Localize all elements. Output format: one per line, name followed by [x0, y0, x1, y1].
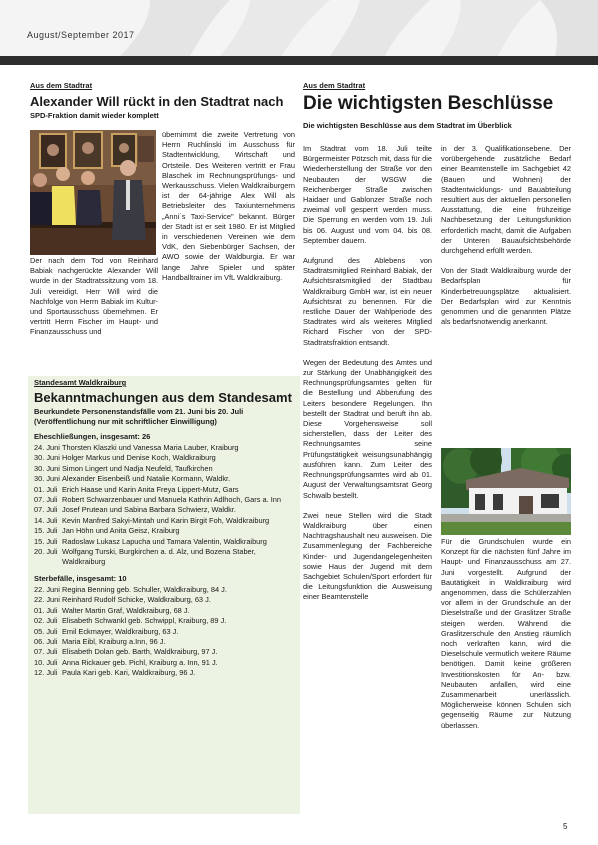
entry-text: Alexander Eisenbeiß und Natalie Kormann, Waldkr.: [62, 474, 231, 484]
right-article-col-b2: [441, 537, 571, 731]
list-item: [34, 547, 296, 568]
right-article-col-b: [441, 144, 571, 327]
entry-date: 22. Juni: [34, 584, 60, 594]
right-paragraph-1: Im Stadtrat vom 18. Juli teilte Bürgermeister Pötzsch mit, dass für die Wiederherstellung der Straße vor den Neubauten der WSGW die Reichenberger Straße zwischen Haidaer und Gablonzer Straße noch zweimal voll gesperrt werden muss. Die Sperrung en werden vom 19. Juli bis 06. August und vom 04. bis 08. September dauern.: [303, 144, 432, 245]
entry-text: Maria Eibl, Kraiburg a.Inn, 96 J.: [62, 636, 166, 646]
list-item: [34, 453, 296, 463]
entry-date: 07. Juli: [34, 495, 58, 505]
banner-decoration: [0, 0, 598, 56]
list-item: [34, 464, 296, 474]
list-item: [34, 443, 296, 453]
entry-date: 05. Juli: [34, 626, 58, 636]
entry-date: 14. Juli: [34, 515, 58, 525]
list-item: [34, 637, 296, 647]
left-paragraph-a: Der nach dem Tod von Reinhard Babiak nachgerückte Alexander Will wurde in der Stadtratssitzung vom 18. Juli vereidigt. Herr Will wird die Nachfolge von Herrn Babiak im Kultur- und Sportausschuss übernehmen. Er vertritt Herrn Fischer im Haupt- und Finanzausschuss und: [30, 256, 158, 337]
list-item: [34, 474, 296, 484]
list-item: [34, 505, 296, 515]
entry-text: Emil Eckmayer, Waldkraiburg, 63 J.: [62, 626, 179, 636]
council-oath-photo: [30, 130, 156, 255]
list-item: [34, 485, 296, 495]
entry-date: 20. Juli: [34, 547, 58, 557]
entry-date: 30. Juni: [34, 463, 60, 473]
list-item: [34, 495, 296, 505]
entry-date: 30. Juni: [34, 474, 60, 484]
entry-text: Jan Höhn und Anita Geisz, Kraiburg: [62, 526, 180, 536]
right-paragraph-6: Von der Stadt Waldkraiburg wurde der Bedarfsplan für Kinderbetreuungsplätze aktualisiert. Der Bedarfsplan wird zur Kenntnis genommen und die genannten Plätze als bedarfsnotwendig anerkannt.: [441, 266, 571, 327]
standesamt-subtitle: Beurkundete Personenstandsfälle vom 21. Juni bis 20. Juli (Veröffentlichung nur mit schriftlicher Einwilligung): [34, 407, 244, 426]
right-title: Die wichtigsten Beschlüsse: [303, 93, 554, 114]
entry-text: Wolfgang Turski, Burgkirchen a. d. Alz, und Bozena Staber, Waldkraiburg: [62, 547, 256, 567]
standesamt-box: [28, 376, 300, 814]
left-subtitle: SPD-Fraktion damit wieder komplett: [30, 111, 159, 120]
entry-text: Regina Benning geb. Schuller, Waldkraiburg, 84 J.: [62, 584, 227, 594]
issue-date: August/September 2017: [27, 30, 135, 40]
entry-text: Elisabeth Dolan geb. Barth, Waldkraiburg, 97 J.: [62, 647, 218, 657]
entry-text: Paula Kari geb. Kari, Waldkraiburg, 96 J.: [62, 668, 196, 678]
list-item: [34, 668, 296, 678]
list-item: [34, 526, 296, 536]
list-item: [34, 627, 296, 637]
list-item: [34, 606, 296, 616]
entry-date: 02. Juli: [34, 616, 58, 626]
standesamt-kicker: Standesamt Waldkraiburg: [34, 378, 127, 387]
left-paragraph-b: übernimmt die zweite Vertretung von Herrn Ruchlinski im Ausschuss für Stadtentwicklung, Wirtschaft und Ortsteile. Des Weiteren vertritt er Frau Blaschek im Rechnungsprüfungs- und Werkausschuss. Vielen Waldkraiburgern ist der 64-jährige Alex Will als Betriebsleiter des Taxiunternehmens „Anni´s Taxi-Service" bekannt. Bürger der Stadt ist er seit 1980. Er ist Mitglied in verschiedenen Vereinen wie dem VdK, den Siebenbürger Sachsen, der AWO sowie der Waldburgia. Er war lange Jahre Spieler und später Handballtrainer im VfL Waldkraiburg.: [162, 130, 295, 282]
right-paragraph-5: in der 3. Qualifikationsebene. Der vorübergehende zusätzliche Bedarf einer Beamtenstelle im Sachgebiet 42 (Bauen und Wohnen) der Stadtentwicklungs- und Bauabteilung resultiert aus der aktuellen personellen Ausstattung, die eine frühzeitige Nachbesetzung der Leitungsfunktion erforderlich macht, damit die Aufgaben der Unteren Bauaufsichtsbehörde durchgehend erfüllt werden.: [441, 144, 571, 256]
header-banner: [0, 0, 598, 56]
list-item: [34, 595, 296, 605]
right-kicker: Aus dem Stadtrat: [303, 81, 366, 90]
entry-date: 01. Juli: [34, 605, 58, 615]
entry-date: 06. Juli: [34, 636, 58, 646]
entry-text: Reinhard Rudolf Schicke, Waldkraiburg, 63 J.: [62, 595, 211, 605]
entry-date: 01. Juli: [34, 484, 58, 494]
right-paragraph-3: Wegen der Bedeutung des Amtes und zur Stärkung der Unabhängigkeit des Rechnungsprüfungsamtes gelten für die Bestellung und Abberufung des Leiters besondere Regelungen. Ihn bestellt der Stadtrat und beruft ihn ab. Diese Vorgehensweise soll sicherstellen, dass der Leiter des Rechnungsamtes seine Prüfungstätigkeit weisungsunabhängig ausführen kann. Zum Leiter des Rechnungsprüfungsamtes wird ab 01. August der Verwaltungsamtsrat Georg Schwalb bestellt.: [303, 357, 432, 500]
standesamt-title: Bekanntmachungen aus dem Standesamt: [34, 390, 292, 405]
entry-date: 22. Juni: [34, 595, 60, 605]
entry-text: Radoslaw Lukasz Lapucha und Tamara Valentin, Waldkraiburg: [62, 536, 267, 546]
entry-text: Robert Schwarzenbauer und Manuela Kathrin Adlhoch, Gars a. Inn: [62, 495, 281, 505]
list-item: [34, 658, 296, 668]
list-item: [34, 616, 296, 626]
school-building-photo: [441, 448, 571, 535]
entry-text: Thorsten Klaszki und Vanessa Maria Lauber, Kraiburg: [62, 443, 239, 452]
left-article-header: [30, 81, 295, 121]
right-paragraph-7: Für die Grundschulen wurde ein Konzept für die nächsten fünf Jahre im Haupt- und Finanzausschuss am 27. Juni vorgestellt. Aufgrund der Bautätigkeit in Waldkraiburg wird angenommen, dass die Schülerzahlen vor allem in der Grundschule an der Dieselstraße und der Graslitzer Straße steigen werden. Während die Graslitzerschule den Anstieg räumlich noch verkraften kann, wird die Dieselschule vermutlich weitere Räume benötigen. Damit keine größeren Investitionskosten für An- bzw. Neubauten anfallen, wird eine Zusammenarbeit unerlässlich. Möglicherweise können Schulen sich gegenseitig Räume zur Nutzung überlassen.: [441, 537, 571, 730]
entry-text: Walter Martin Graf, Waldkraiburg, 68 J.: [62, 605, 190, 615]
list-item: [34, 516, 296, 526]
marriages-list: [34, 443, 296, 568]
entry-text: Anna Rickauer geb. Pichl, Kraiburg a. Inn, 91 J.: [62, 657, 218, 667]
right-article-col-a: [303, 144, 432, 603]
entry-date: 15. Juli: [34, 526, 58, 536]
left-article-col-b: [162, 130, 295, 283]
entry-date: 07. Juli: [34, 505, 58, 515]
list-item: [34, 647, 296, 657]
right-paragraph-2: Aufgrund des Ablebens von Stadtratsmitglied Reinhard Babiak, der Aufsichtsratsmitglied der Stadtbau Waldkraiburg GmbH war, ist ein neuer Aufsichtsrat zu benennen. Für die restliche Dauer der Wahlperiode des Stadtrates wird als weiteres Mitglied Richard Fischer von der SPD-Stadtratsfraktion entsandt.: [303, 256, 432, 347]
entry-date: 07. Juli: [34, 647, 58, 657]
entry-date: 10. Juli: [34, 657, 58, 667]
left-article-col-a: [30, 256, 158, 338]
deaths-list: [34, 585, 296, 679]
entry-date: 24. Juni: [34, 443, 60, 452]
left-kicker: Aus dem Stadtrat: [30, 81, 93, 90]
right-paragraph-4: Zwei neue Stellen wird die Stadt Waldkraiburg über einen Nachtragshaushalt neu ausweisen. Die Zusammenlegung der Fachbereiche Kinder- und Jugendangelegenheiten sowie Haus der Jugend mit dem Sachgebiet Schulen/Sport erfordert für die Leitungsfunktion die Ausweisung einer Beamtenstelle: [303, 510, 432, 602]
right-subtitle: Die wichtigsten Beschlüsse aus dem Stadtrat im Überblick: [303, 121, 512, 130]
entry-date: 15. Juli: [34, 536, 58, 546]
entry-date: 30. Juni: [34, 453, 60, 463]
deaths-heading: Sterbefälle, insgesamt: 10: [34, 573, 127, 583]
left-title: Alexander Will rückt in den Stadtrat nach: [30, 94, 284, 109]
entry-text: Josef Prutean und Sabina Barbara Schwierz, Waldkr.: [62, 505, 236, 515]
list-item: [34, 585, 296, 595]
entry-date: 12. Juli: [34, 668, 58, 678]
header-bar: [0, 56, 598, 65]
list-item: [34, 537, 296, 547]
entry-text: Kevin Manfred Sakyi-Mintah und Karin Birgit Foh, Waldkraiburg: [62, 515, 270, 525]
entry-text: Erich Haase und Karin Anita Freya Lippert-Mutz, Gars: [62, 484, 239, 494]
marriages-heading: Eheschließungen, insgesamt: 26: [34, 432, 151, 441]
entry-text: Holger Markus und Denise Koch, Waldkraiburg: [62, 453, 216, 463]
page-number: 5: [563, 822, 568, 831]
entry-text: Simon Lingert und Nadja Neufeld, Taufkirchen: [62, 463, 213, 473]
right-article-header: [303, 81, 571, 131]
entry-text: Elisabeth Schwankl geb. Schwippl, Kraiburg, 89 J.: [62, 616, 227, 626]
